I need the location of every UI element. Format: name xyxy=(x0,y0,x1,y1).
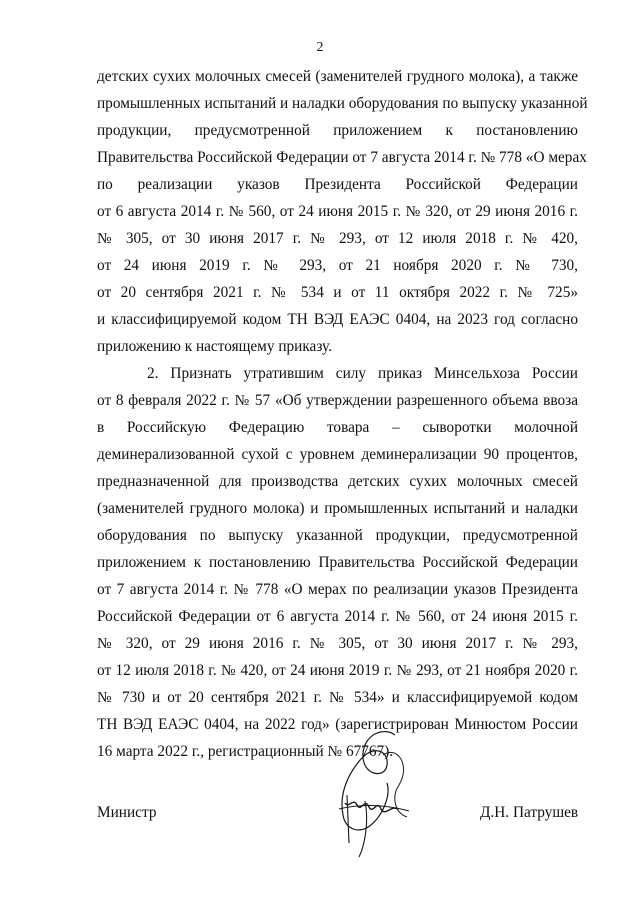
page-number: 2 xyxy=(316,40,324,55)
text-line: и классифицируемой кодом ТН ВЭД ЕАЭС 0404, на 2023 год согласно xyxy=(97,311,578,328)
text-line: № 320, от 29 июня 2016 г. № 305, от 30 июня 2017 г. № 293, xyxy=(97,635,578,652)
text-line: Российской Федерации от 6 августа 2014 г. № 560, от 24 июня 2015 г. xyxy=(97,608,578,625)
text-line: от 8 февраля 2022 г. № 57 «Об утверждении разрешенного объема ввоза xyxy=(97,392,578,409)
signer-name: Д.Н. Патрушев xyxy=(480,804,579,821)
text-line: 16 марта 2022 г., регистрационный № 67767). xyxy=(97,743,394,760)
text-line: от 6 августа 2014 г. № 560, от 24 июня 2015 г. № 320, от 29 июня 2016 г. xyxy=(97,203,578,220)
text-line: оборудования по выпуску указанной продукции, предусмотренной xyxy=(97,527,578,544)
text-line: от 7 августа 2014 г. № 778 «О мерах по реализации указов Президента xyxy=(97,581,578,598)
text-line: от 24 июня 2019 г. № 293, от 21 ноября 2020 г. № 730, xyxy=(97,257,578,274)
text-line: ТН ВЭД ЕАЭС 0404, на 2022 год» (зарегистрирован Минюстом России xyxy=(97,716,578,733)
text-line: Правительства Российской Федерации от 7 августа 2014 г. № 778 «О мерах xyxy=(97,149,587,166)
paragraph-start-line: 2. Признать утратившим силу приказ Минсельхоза России xyxy=(147,365,578,382)
text-line: предназначенной для производства детских сухих молочных смесей xyxy=(97,473,578,490)
text-line: по реализации указов Президента Российской Федерации xyxy=(97,176,578,193)
text-line: продукции, предусмотренной приложением к постановлению xyxy=(97,122,578,139)
text-line: приложению к настоящему приказу. xyxy=(97,338,332,355)
text-line: № 305, от 30 июня 2017 г. № 293, от 12 июля 2018 г. № 420, xyxy=(97,230,578,247)
signer-title: Министр xyxy=(97,804,157,821)
text-line: деминерализованной сухой с уровнем деминерализации 90 процентов, xyxy=(97,446,578,463)
text-line: № 730 и от 20 сентября 2021 г. № 534» и классифицируемой кодом xyxy=(97,689,578,706)
text-line: от 12 июля 2018 г. № 420, от 24 июня 2019 г. № 293, от 21 ноября 2020 г. xyxy=(97,662,578,679)
handwritten-signature xyxy=(325,725,415,865)
text-line: промышленных испытаний и наладки оборудования по выпуску указанной xyxy=(97,95,588,112)
text-line: (заменителей грудного молока) и промышленных испытаний и наладки xyxy=(97,500,578,517)
text-line: от 20 сентября 2021 г. № 534 и от 11 октября 2022 г. № 725» xyxy=(97,284,578,301)
text-line: детских сухих молочных смесей (заменителей грудного молока), а также xyxy=(97,68,578,85)
text-line: приложением к постановлению Правительства Российской Федерации xyxy=(97,554,578,571)
text-line: в Российскую Федерацию товара – сыворотки молочной xyxy=(97,419,578,436)
